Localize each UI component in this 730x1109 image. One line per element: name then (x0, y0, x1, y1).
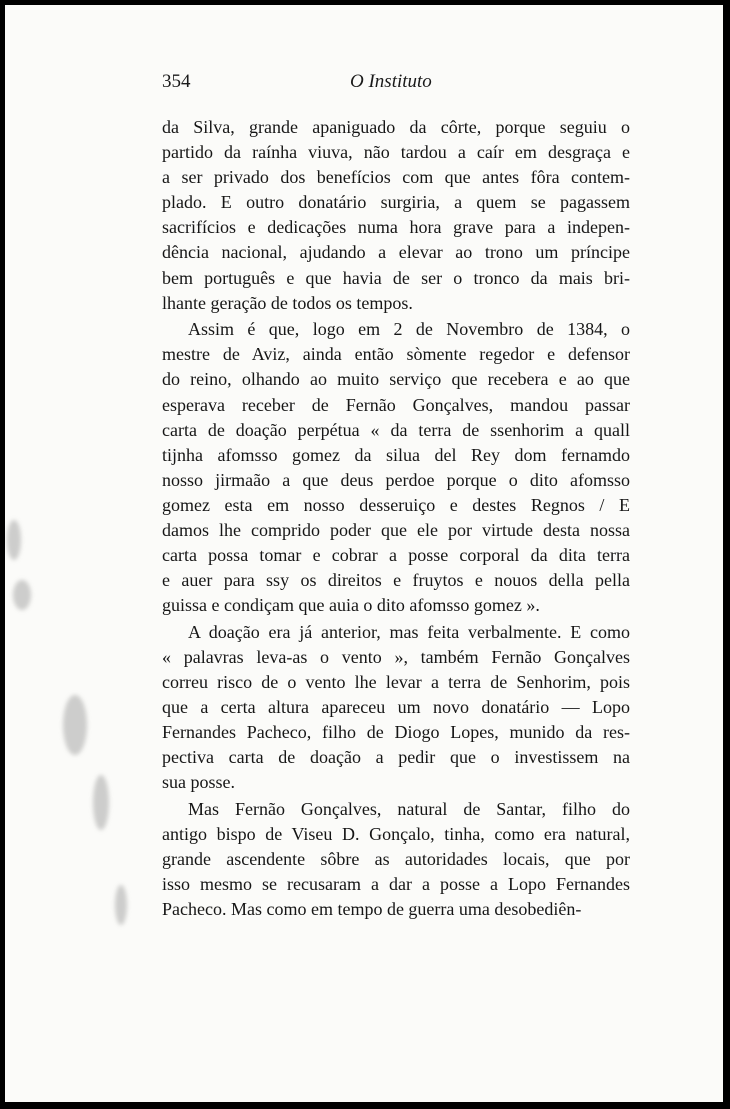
text-line: pectiva carta de doação a pedir que o investissem na (162, 747, 630, 768)
text-line: da Silva, grande apaniguado da côrte, porque seguiu o (162, 117, 630, 137)
text-line: isso mesmo se recusaram a dar a posse a Lopo Fernandes (162, 874, 630, 895)
text-line: « palavras leva-as o vento », também Fernão Gonçalves (162, 646, 630, 667)
text-line: do reino, olhando ao muito serviço que recebera e ao que (162, 369, 630, 390)
text-line: grande ascendente sôbre as autoridades locais, que por (162, 849, 630, 870)
text-line: partido da raínha viuva, não tardou a caír em desgraça e (162, 142, 630, 163)
text-line: lhante geração de todos os tempos. (162, 292, 413, 313)
paragraph (162, 115, 630, 316)
text-line: dência nacional, ajudando a elevar ao trono um príncipe (162, 242, 630, 263)
scan-smudge (13, 580, 31, 610)
text-line: carta de doação perpétua « da terra de ssenhorim a quall (162, 419, 630, 440)
text-line: A doação era já anterior, mas feita verbalmente. E como (188, 621, 630, 642)
text-line: bem português e que havia de ser o tronco da mais bri- (162, 267, 630, 288)
text-line: antigo bispo de Viseu D. Gonçalo, tinha, como era natural, (162, 824, 630, 845)
text-line: Pacheco. Mas como em tempo de guerra uma desobediên- (162, 899, 582, 920)
text-line: Mas Fernão Gonçalves, natural de Santar, filho do (188, 799, 630, 820)
text-line: gomez esta em nosso desseruiço e destes Regnos / E (162, 494, 630, 515)
paragraph (162, 620, 630, 796)
scan-smudge (115, 885, 127, 925)
paragraph (162, 317, 630, 618)
text-line: a ser privado dos benefícios com que antes fôra contem- (162, 167, 630, 188)
scan-smudge (7, 520, 21, 560)
text-line: e auer para ssy os direitos e fruytos e nouos della pella (162, 570, 630, 591)
text-line: tijnha afomsso gomez da silua del Rey dom fernamdo (162, 444, 630, 465)
text-line: que a certa altura apareceu um novo donatário — Lopo (162, 697, 630, 718)
scan-smudge (63, 695, 87, 755)
text-line: sacrifícios e dedicações numa hora grave para a indepen- (162, 217, 630, 238)
text-line: nosso jirmaão a que deus perdoe porque o dito afomsso (162, 469, 630, 490)
page-number: 354 (162, 71, 191, 92)
page-header (162, 71, 632, 97)
text-line: Assim é que, logo em 2 de Novembro de 1384, o (188, 319, 630, 340)
text-line: guissa e condiçam que auia o dito afomsso gomez ». (162, 595, 540, 616)
scan-smudge (93, 775, 109, 830)
text-line: carta possa tomar e cobrar a posse corporal da dita terra (162, 545, 630, 566)
text-line: plado. E outro donatário surgiria, a quem se pagassem (162, 192, 630, 213)
running-title: O Instituto (350, 71, 432, 92)
text-line: esperava receber de Fernão Gonçalves, mandou passar (162, 394, 630, 415)
book-page (5, 5, 723, 1102)
body-text (162, 115, 630, 923)
paragraph (162, 797, 630, 922)
text-line: sua posse. (162, 772, 235, 793)
text-line: correu risco de o vento lhe levar a terra de Senhorim, pois (162, 672, 630, 693)
text-line: Fernandes Pacheco, filho de Diogo Lopes, munido da res- (162, 722, 630, 743)
text-line: damos lhe comprido poder que ele por virtude desta nossa (162, 520, 630, 540)
text-line: mestre de Aviz, ainda então sòmente regedor e defensor (162, 344, 630, 365)
